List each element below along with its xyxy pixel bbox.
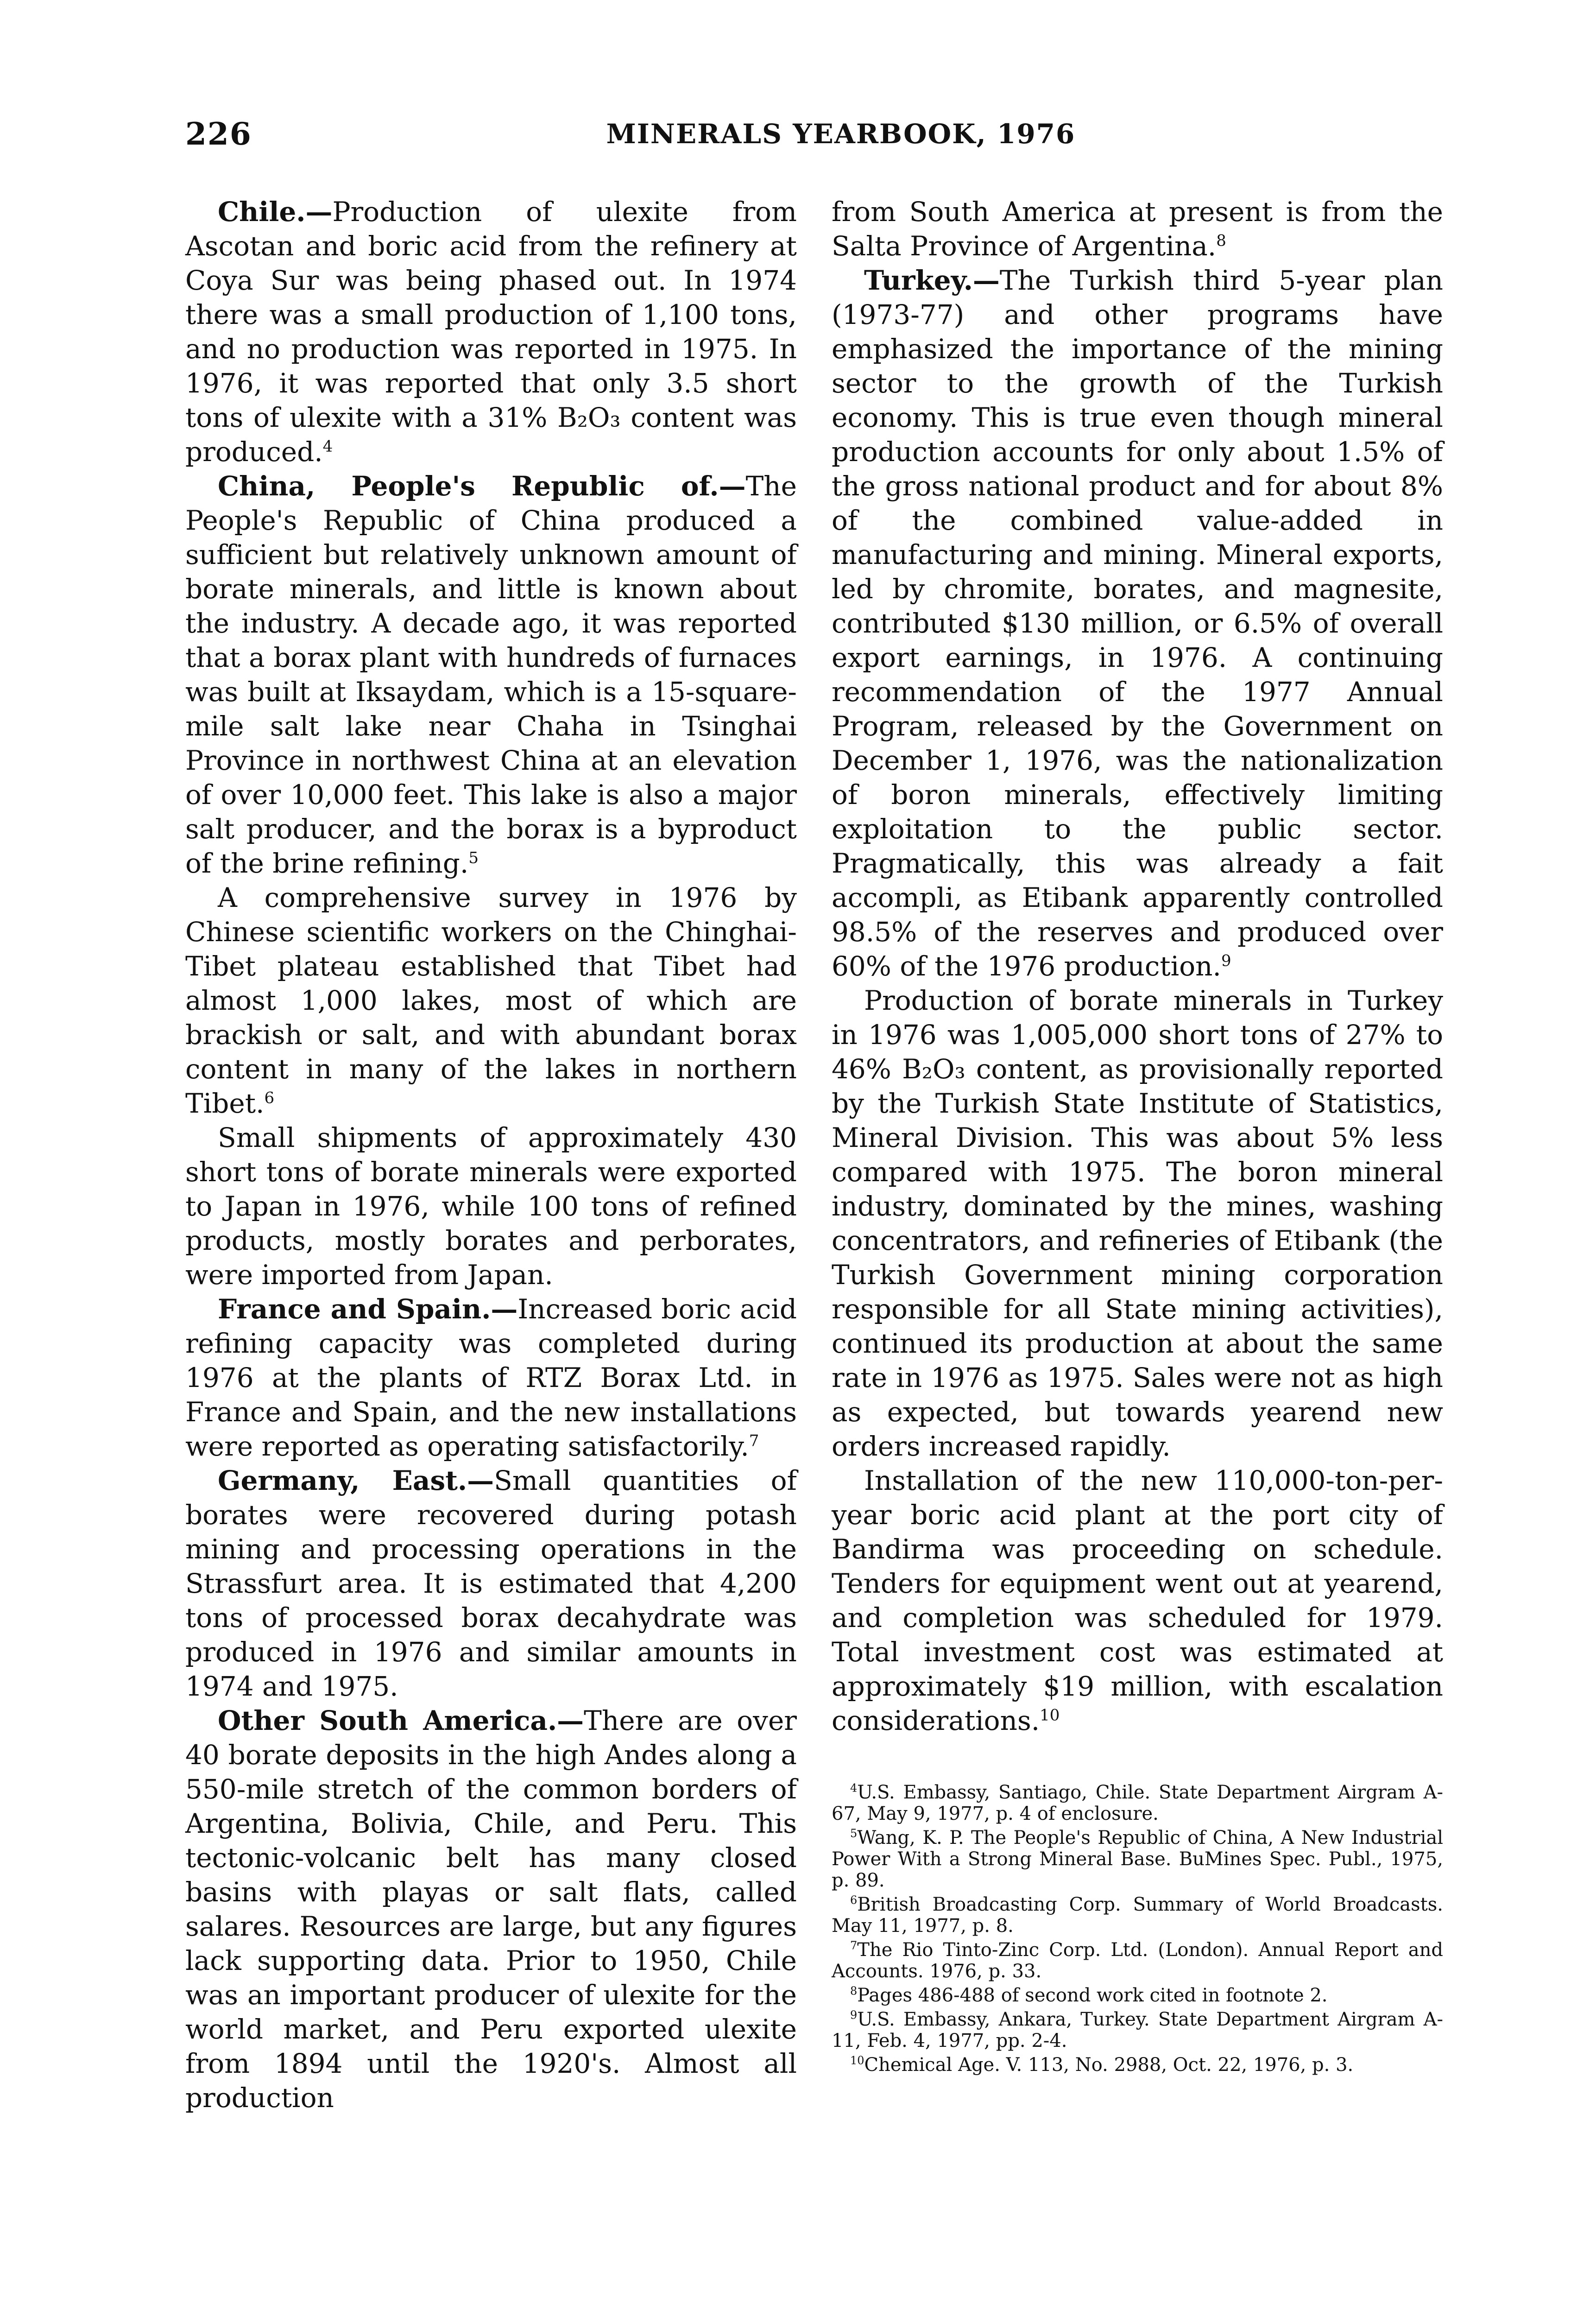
- page-header: [185, 116, 1496, 158]
- footnote: $^{10}$Chemical Age. V. 113, No. 2988, Oct. 22, 1976, p. 3.: [850, 2054, 1354, 2076]
- paragraph-chile: Chile.—Production of ulexite from Ascotan and boric acid from the refinery at Coya Sur was being phased out. In 1974 there was a small production of 1,100 tons, and no production was reported in 1975. In 1976, it was reported that only 3.5 short tons of ulexite with a 31% B₂O₃ content was produced.$^4$: [185, 196, 797, 468]
- footnote: $^5$Wang, K. P. The People's Republic of China, A New Industrial Power With a Strong Mineral Base. BuMines Spec. Publ., 1975, p. 89.: [832, 1827, 1443, 1891]
- paragraph-japan-shipments: Small shipments of approximately 430 short tons of borate minerals were exported to Japan in 1976, while 100 tons of refined products, mostly borates and perborates, were imported from Japan.: [185, 1122, 797, 1291]
- paragraph-france-spain: France and Spain.—Increased boric acid refining capacity was completed during 1976 at the plants of RTZ Borax Ltd. in France and Spain, and the new installations were reported as operating satisfactorily.$^7$: [185, 1293, 797, 1462]
- footnote: $^9$U.S. Embassy, Ankara, Turkey. State Department Airgram A-11, Feb. 4, 1977, pp. 2-4.: [832, 2008, 1443, 2051]
- footnote: $^8$Pages 486-488 of second work cited in footnote 2.: [850, 1984, 1328, 2006]
- paragraph-turkey-production: Production of borate minerals in Turkey in 1976 was 1,005,000 short tons of 27% to 46% B₂O₃ content, as provisionally reported by the Turkish State Institute of Statistics, Mineral Division. This was about 5% less compared with 1975. The boron mineral industry, dominated by the mines, washing concentrators, and refineries of Etibank (the Turkish Government mining corporation responsible for all State mining activities), continued its production at about the same rate in 1976 as 1975. Sales were not as high as expected, but towards yearend new orders increased rapidly.: [832, 985, 1443, 1462]
- paragraph-other-south-america: Other South America.—There are over 40 borate deposits in the high Andes along a 550-mile stretch of the common borders of Argentina, Bolivia, Chile, and Peru. This tectonic-volcanic belt has many closed basins with playas or salt flats, called salares. Resources are large, but any figures lack supporting data. Prior to 1950, Chile was an important producer of ulexite for the world market, and Peru exported ulexite from 1894 until the 1920's. Almost all production: [185, 1705, 797, 2114]
- paragraph-bandirma-plant: Installation of the new 110,000-ton-per-year boric acid plant at the port city of Bandirma was proceeding on schedule. Tenders for equipment went out at yearend, and completion was scheduled for 1979. Total investment cost was estimated at approximately $19 million, with escalation considerations.$^{10}$: [832, 1465, 1443, 1736]
- footnotes: [832, 1782, 1443, 2076]
- paragraph-turkey: Turkey.—The Turkish third 5-year plan (1973-77) and other programs have emphasized the importance of the mining sector to the growth of the Turkish economy. This is true even though mineral production accounts for only about 1.5% of the gross national product and for about 8% of the combined value-added in manufacturing and mining. Mineral exports, led by chromite, borates, and magnesite, contributed $130 million, or 6.5% of overall export earnings, in 1976. A continuing recommendation of the 1977 Annual Program, released by the Government on December 1, 1976, was the nationalization of boron minerals, effectively limiting exploitation to the public sector. Pragmatically, this was already a fait accompli, as Etibank apparently controlled 98.5% of the reserves and produced over 60% of the 1976 production.$^9$: [832, 265, 1443, 982]
- paragraph-tibet-survey: A comprehensive survey in 1976 by Chinese scientific workers on the Chinghai-Tibet plateau established that Tibet had almost 1,000 lakes, most of which are brackish or salt, and with abundant borax content in many of the lakes in northern Tibet.$^6$: [185, 882, 797, 1119]
- paragraph-germany-east: Germany, East.—Small quantities of borates were recovered during potash mining and processing operations in the Strassfurt area. It is estimated that 4,200 tons of processed borax decahydrate was produced in 1976 and similar amounts in 1974 and 1975.: [185, 1465, 797, 1702]
- paragraph-china: China, People's Republic of.—The People's Republic of China produced a sufficient but relatively unknown amount of borate minerals, and little is known about the industry. A decade ago, it was reported that a borax plant with hundreds of furnaces was built at Iksaydam, which is a 15-square-mile salt lake near Chaha in Tsinghai Province in northwest China at an elevation of over 10,000 feet. This lake is also a major salt producer, and the borax is a byproduct of the brine refining.$^5$: [185, 470, 797, 879]
- footnote: $^4$U.S. Embassy, Santiago, Chile. State Department Airgram A-67, May 9, 1977, p. 4 of enclosure.: [832, 1781, 1443, 1824]
- left-column: [185, 195, 797, 2115]
- page-number: 226: [185, 116, 252, 152]
- paragraph-continuation: from South America at present is from the Salta Province of Argentina.$^8$: [832, 196, 1443, 262]
- footnote: $^6$British Broadcasting Corp. Summary of World Broadcasts. May 11, 1977, p. 8.: [832, 1893, 1443, 1937]
- footnote: $^7$The Rio Tinto-Zinc Corp. Ltd. (London). Annual Report and Accounts. 1976, p. 33.: [832, 1939, 1443, 1982]
- running-title: MINERALS YEARBOOK, 1976: [606, 118, 1076, 150]
- right-column: [832, 195, 1443, 2078]
